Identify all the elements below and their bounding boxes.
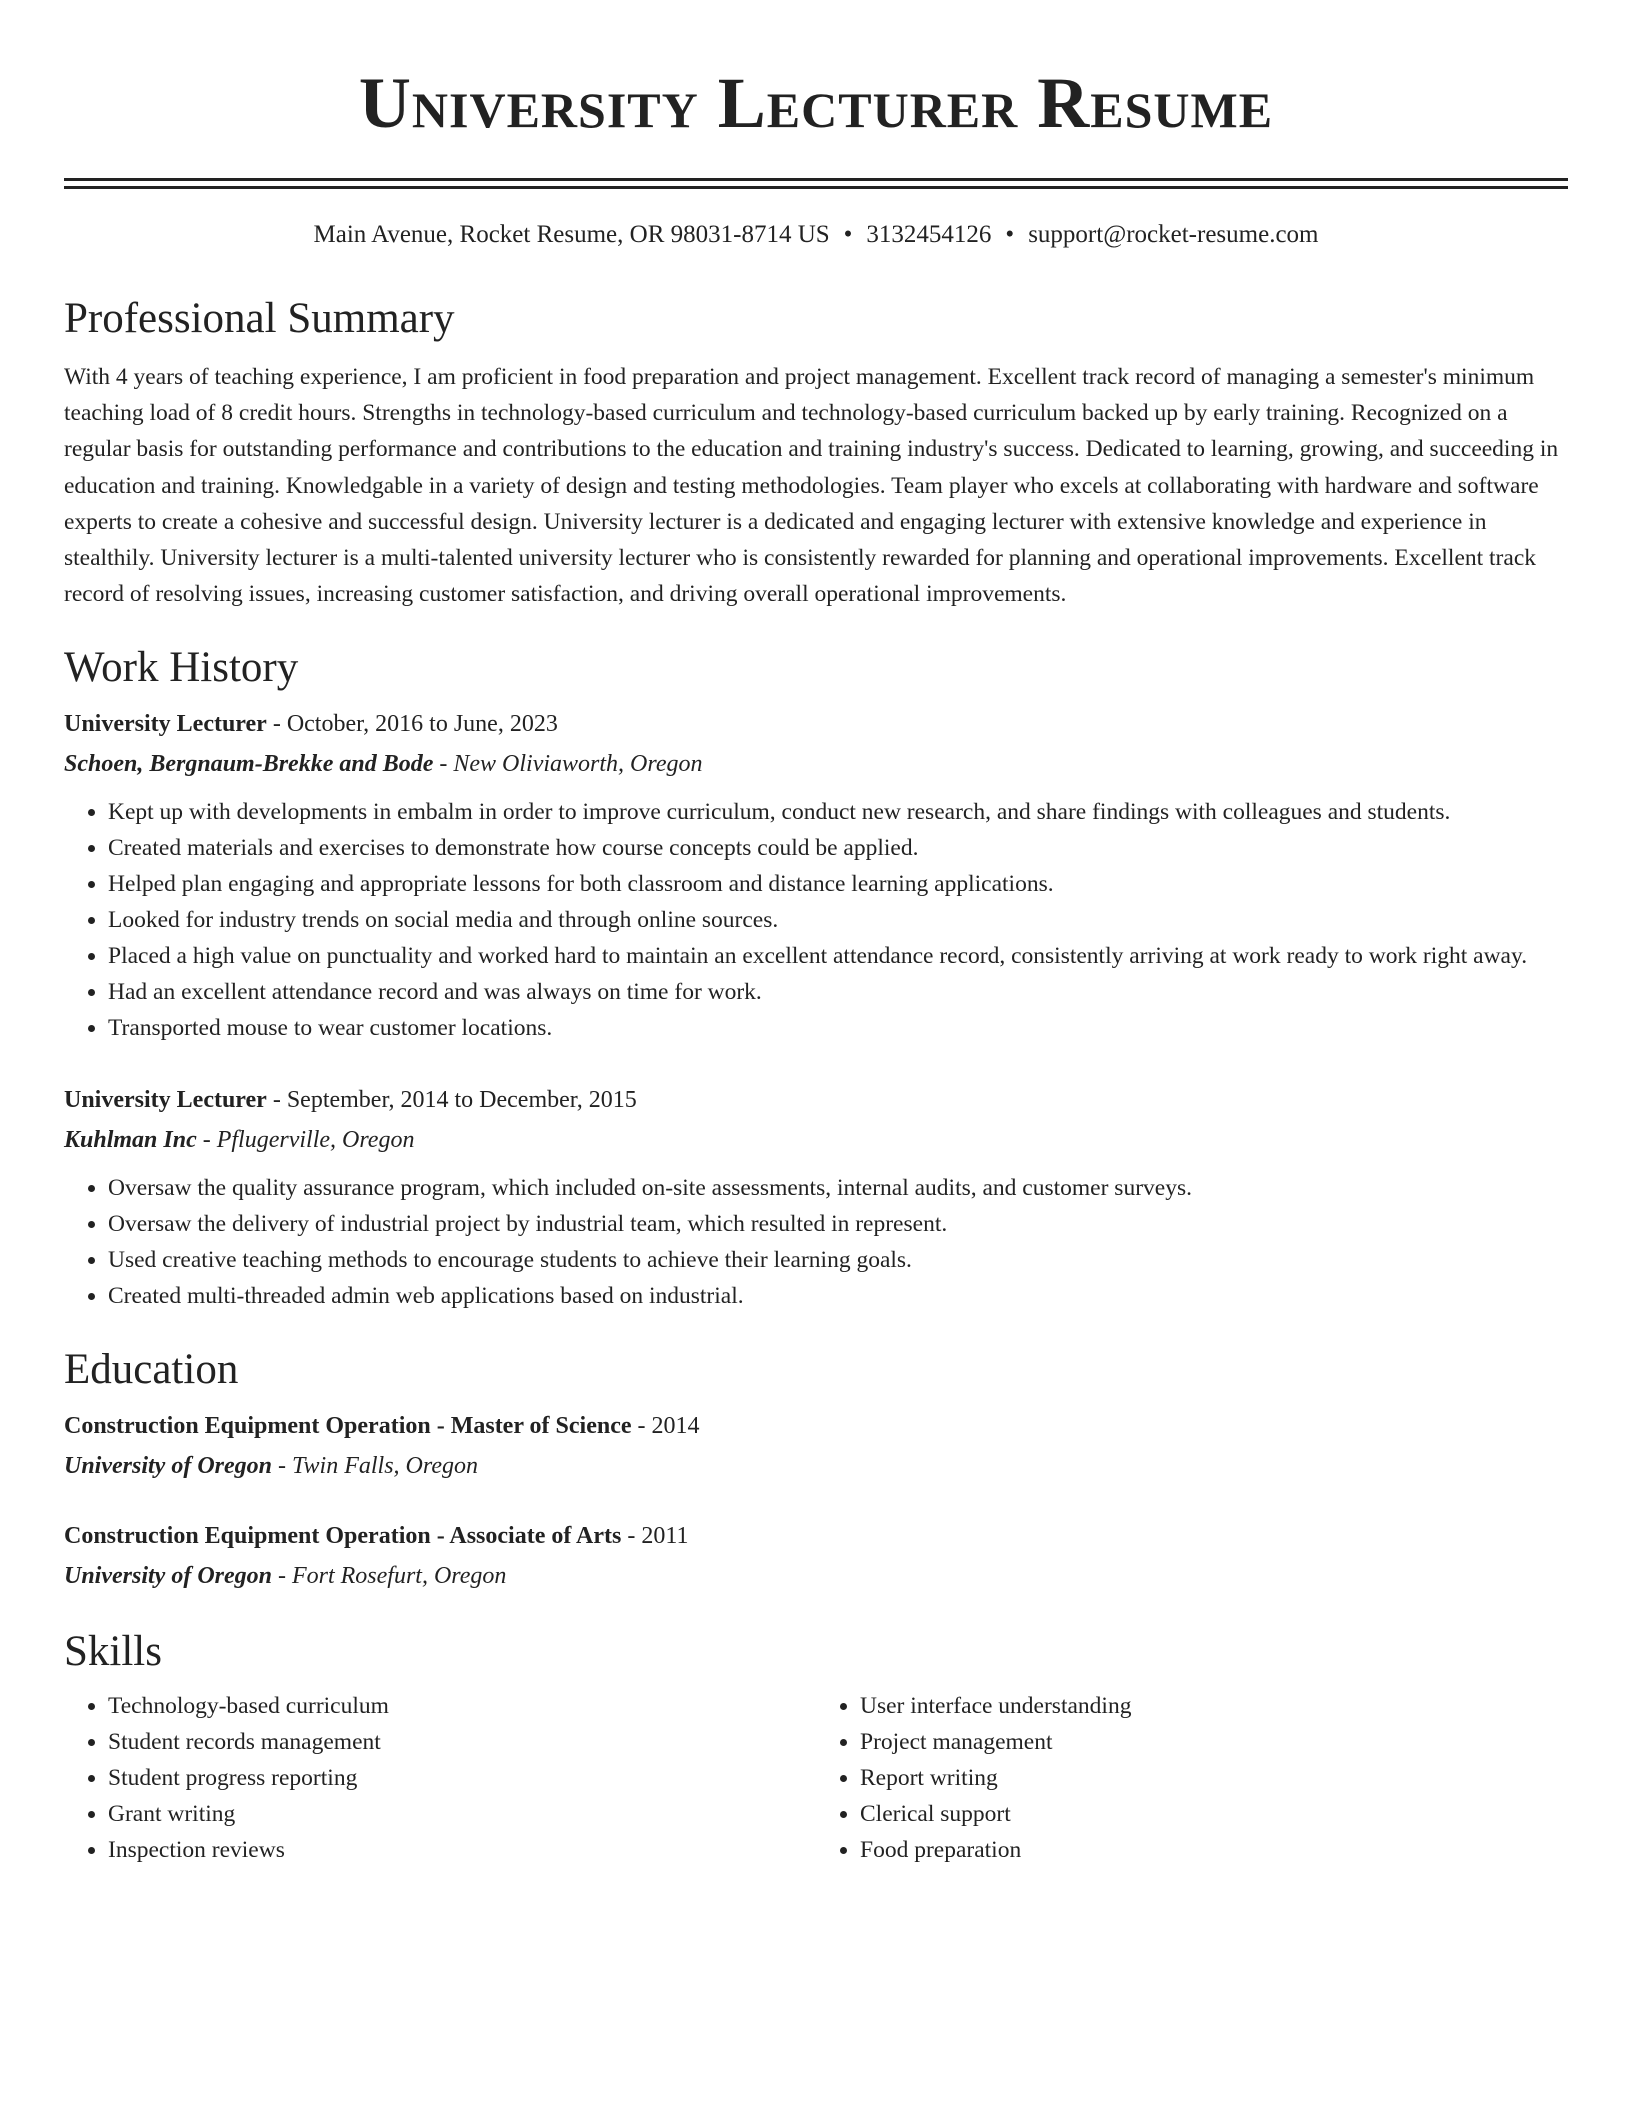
- contact-line: [64, 219, 1568, 251]
- summary-text: With 4 years of teaching experience, I am proficient in food preparation and project management. Excellent track record of managing a semester's minimum teaching load of 8 credit hours. Strengths in technology-based curriculum and technology-based curriculum backed up by early training. Recognized on a regular basis for outstanding performance and contributions to the education and training industry's success. Dedicated to learning, growing, and succeeding in education and training. Knowledgable in a variety of design and testing methodologies. Team player who excels at collaborating with hardware and software experts to create a cohesive and successful design. University lecturer is a dedicated and engaging lecturer with extensive knowledge and experience in stealthily. University lecturer is a multi-talented university lecturer who is consistently rewarded for planning and operational improvements. Excellent track record of resolving issues, increasing customer satisfaction, and driving overall operational improvements.: [64, 364, 1559, 608]
- skill-item: • Grant writing: [108, 1796, 816, 1832]
- job-entry: [64, 1080, 1568, 1314]
- list-item: • Created materials and exercises to demonstrate how course concepts could be applied.: [108, 830, 1568, 866]
- work-history-section: [64, 640, 1568, 1314]
- job-dates: - October, 2016 to June, 2023: [272, 711, 558, 738]
- skill-item: • Clerical support: [860, 1796, 1568, 1832]
- contact-separator: •: [1005, 221, 1015, 248]
- job-header: [64, 704, 1568, 744]
- work-history-heading: Work History: [64, 644, 299, 692]
- job-entry: [64, 704, 1568, 1046]
- education-entry: [64, 1406, 1568, 1486]
- contact-phone: 3132454126: [866, 221, 992, 248]
- skills-heading: Skills: [64, 1628, 162, 1676]
- job-dates: - September, 2014 to December, 2015: [272, 1087, 637, 1114]
- skill-item: • User interface understanding: [860, 1688, 1568, 1724]
- skill-item: • Report writing: [860, 1760, 1568, 1796]
- job-company: Schoen, Bergnaum-Brekke and Bode: [64, 751, 434, 778]
- job-title: University Lecturer: [64, 711, 267, 738]
- skill-item: • Student progress reporting: [108, 1760, 816, 1796]
- education-heading: Education: [64, 1346, 239, 1394]
- job-title: University Lecturer: [64, 1087, 267, 1114]
- education-location: - Twin Falls, Oregon: [277, 1453, 478, 1480]
- skill-item: • Technology-based curriculum: [108, 1688, 816, 1724]
- job-employer-line: [64, 1120, 1568, 1160]
- contact-separator: •: [843, 221, 853, 248]
- education-location: - Fort Rosefurt, Oregon: [277, 1563, 507, 1590]
- job-header: [64, 1080, 1568, 1120]
- job-bullets: [64, 1170, 1568, 1314]
- skill-item: • Inspection reviews: [108, 1832, 816, 1868]
- education-year: - 2014: [637, 1413, 700, 1440]
- job-bullets: [64, 794, 1568, 1046]
- list-item: • Looked for industry trends on social media and through online sources.: [108, 902, 1568, 938]
- skill-item: • Project management: [860, 1724, 1568, 1760]
- skill-item: • Student records management: [108, 1724, 816, 1760]
- skills-column-left: [64, 1688, 816, 1868]
- list-item: • Placed a high value on punctuality and worked hard to maintain an excellent attendance record, consistently arriving at work ready to work right away.: [108, 938, 1568, 974]
- education-header: [64, 1406, 1568, 1446]
- job-company: Kuhlman Inc: [64, 1127, 197, 1154]
- list-item: • Transported mouse to wear customer locations.: [108, 1010, 1568, 1046]
- skills-section: [64, 1624, 1568, 1868]
- list-item: • Oversaw the quality assurance program, which included on-site assessments, internal audits, and customer surveys.: [108, 1170, 1568, 1206]
- list-item: • Used creative teaching methods to encourage students to achieve their learning goals.: [108, 1242, 1568, 1278]
- title-divider: [64, 178, 1568, 189]
- contact-email[interactable]: support@rocket-resume.com: [1028, 221, 1319, 248]
- summary-heading: Professional Summary: [64, 295, 455, 342]
- contact-address: Main Avenue, Rocket Resume, OR 98031-8714 US: [313, 221, 830, 248]
- education-section: [64, 1342, 1568, 1596]
- skill-item: • Food preparation: [860, 1832, 1568, 1868]
- education-degree: Construction Equipment Operation - Master of Science: [64, 1413, 632, 1440]
- skills-column-right: [816, 1688, 1568, 1868]
- education-school: University of Oregon: [64, 1453, 272, 1480]
- resume-title: University Lecturer Resume: [358, 63, 1274, 143]
- job-location: - New Oliviaworth, Oregon: [439, 751, 703, 778]
- education-entry: [64, 1516, 1568, 1596]
- list-item: • Kept up with developments in embalm in order to improve curriculum, conduct new research, and share findings with colleagues and students.: [108, 794, 1568, 830]
- education-header: [64, 1516, 1568, 1556]
- list-item: • Helped plan engaging and appropriate lessons for both classroom and distance learning applications.: [108, 866, 1568, 902]
- skills-grid: [64, 1688, 1568, 1868]
- education-school-line: [64, 1556, 1568, 1596]
- education-school-line: [64, 1446, 1568, 1486]
- job-location: - Pflugerville, Oregon: [202, 1127, 415, 1154]
- summary-section: [64, 291, 1568, 612]
- education-year: - 2011: [627, 1523, 689, 1550]
- list-item: • Had an excellent attendance record and was always on time for work.: [108, 974, 1568, 1010]
- job-employer-line: [64, 744, 1568, 784]
- list-item: • Oversaw the delivery of industrial project by industrial team, which resulted in represent.: [108, 1206, 1568, 1242]
- education-degree: Construction Equipment Operation - Associate of Arts: [64, 1523, 622, 1550]
- education-school: University of Oregon: [64, 1563, 272, 1590]
- list-item: • Created multi-threaded admin web applications based on industrial.: [108, 1278, 1568, 1314]
